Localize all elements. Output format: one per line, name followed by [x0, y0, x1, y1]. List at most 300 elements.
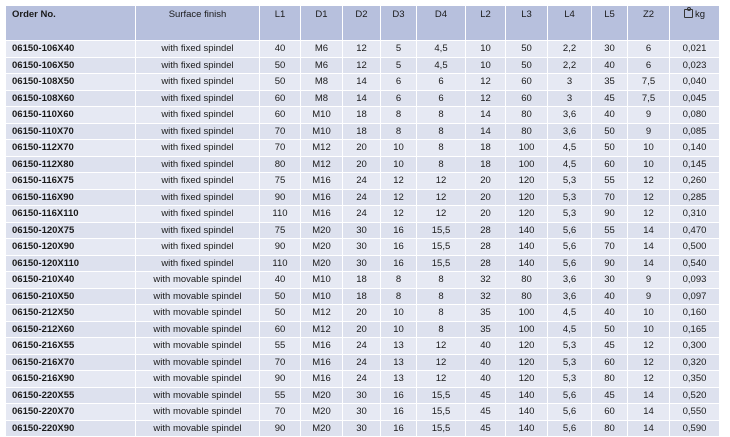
cell-l3: 140 [506, 222, 548, 239]
cell-surface-finish: with fixed spindel [136, 74, 260, 91]
cell-z2: 14 [628, 239, 670, 256]
cell-l3: 100 [506, 305, 548, 322]
cell-weight: 0,310 [670, 206, 720, 223]
cell-l4: 5,3 [548, 338, 592, 355]
cell-d4: 8 [417, 272, 466, 289]
cell-weight: 0,085 [670, 123, 720, 140]
cell-d4: 15,5 [417, 387, 466, 404]
cell-weight: 0,093 [670, 272, 720, 289]
cell-d1: M8 [301, 90, 343, 107]
cell-l4: 3 [548, 74, 592, 91]
cell-d4: 8 [417, 156, 466, 173]
cell-d4: 8 [417, 321, 466, 338]
cell-z2: 6 [628, 41, 670, 58]
cell-l3: 120 [506, 173, 548, 190]
cell-d1: M20 [301, 387, 343, 404]
cell-d2: 30 [343, 387, 381, 404]
cell-l2: 18 [466, 156, 506, 173]
cell-surface-finish: with fixed spindel [136, 140, 260, 157]
cell-order-no: 06150-216X55 [6, 338, 136, 355]
cell-l1: 50 [260, 57, 301, 74]
cell-d3: 10 [381, 156, 417, 173]
cell-l4: 4,5 [548, 156, 592, 173]
cell-l5: 30 [592, 272, 628, 289]
cell-d3: 13 [381, 354, 417, 371]
cell-surface-finish: with fixed spindel [136, 41, 260, 58]
cell-l1: 60 [260, 321, 301, 338]
cell-z2: 12 [628, 338, 670, 355]
table-row [6, 338, 720, 355]
cell-l2: 12 [466, 90, 506, 107]
cell-d4: 12 [417, 354, 466, 371]
cell-l3: 80 [506, 288, 548, 305]
cell-l1: 90 [260, 371, 301, 388]
weight-icon [684, 9, 693, 18]
header-d3: D3 [381, 6, 417, 41]
cell-z2: 10 [628, 156, 670, 173]
cell-l1: 90 [260, 420, 301, 437]
cell-d4: 6 [417, 90, 466, 107]
table-row [6, 173, 720, 190]
cell-l2: 32 [466, 288, 506, 305]
cell-weight: 0,500 [670, 239, 720, 256]
cell-l3: 80 [506, 107, 548, 124]
cell-d2: 30 [343, 404, 381, 421]
cell-d3: 16 [381, 404, 417, 421]
cell-d1: M8 [301, 74, 343, 91]
cell-z2: 12 [628, 206, 670, 223]
cell-l2: 18 [466, 140, 506, 157]
cell-surface-finish: with fixed spindel [136, 255, 260, 272]
cell-l3: 140 [506, 420, 548, 437]
cell-order-no: 06150-106X40 [6, 41, 136, 58]
cell-l2: 14 [466, 107, 506, 124]
cell-l4: 3,6 [548, 272, 592, 289]
cell-d4: 12 [417, 206, 466, 223]
cell-order-no: 06150-216X90 [6, 371, 136, 388]
cell-d3: 10 [381, 305, 417, 322]
cell-weight: 0,045 [670, 90, 720, 107]
cell-surface-finish: with fixed spindel [136, 206, 260, 223]
cell-z2: 9 [628, 123, 670, 140]
cell-d3: 16 [381, 239, 417, 256]
cell-l1: 55 [260, 338, 301, 355]
cell-z2: 10 [628, 140, 670, 157]
cell-d2: 20 [343, 156, 381, 173]
cell-l2: 40 [466, 371, 506, 388]
cell-d4: 8 [417, 140, 466, 157]
header-l2: L2 [466, 6, 506, 41]
cell-d4: 8 [417, 123, 466, 140]
cell-d1: M10 [301, 272, 343, 289]
cell-l3: 50 [506, 57, 548, 74]
table-row [6, 404, 720, 421]
cell-z2: 7,5 [628, 74, 670, 91]
cell-l4: 5,3 [548, 371, 592, 388]
cell-l3: 80 [506, 123, 548, 140]
cell-d1: M16 [301, 206, 343, 223]
cell-l1: 60 [260, 90, 301, 107]
header-l4: L4 [548, 6, 592, 41]
table-row [6, 288, 720, 305]
cell-order-no: 06150-112X80 [6, 156, 136, 173]
cell-l3: 140 [506, 239, 548, 256]
cell-l1: 90 [260, 189, 301, 206]
cell-weight: 0,145 [670, 156, 720, 173]
cell-z2: 7,5 [628, 90, 670, 107]
cell-l5: 80 [592, 371, 628, 388]
cell-order-no: 06150-210X50 [6, 288, 136, 305]
cell-l2: 32 [466, 272, 506, 289]
cell-l2: 45 [466, 404, 506, 421]
header-d2: D2 [343, 6, 381, 41]
product-table [5, 5, 720, 437]
cell-z2: 9 [628, 272, 670, 289]
cell-l4: 3,6 [548, 107, 592, 124]
cell-l1: 70 [260, 123, 301, 140]
cell-l3: 140 [506, 404, 548, 421]
cell-l3: 100 [506, 156, 548, 173]
cell-l1: 40 [260, 41, 301, 58]
cell-l5: 45 [592, 338, 628, 355]
cell-order-no: 06150-220X90 [6, 420, 136, 437]
cell-l2: 35 [466, 321, 506, 338]
cell-surface-finish: with movable spindel [136, 305, 260, 322]
cell-weight: 0,160 [670, 305, 720, 322]
cell-d1: M16 [301, 189, 343, 206]
cell-d3: 16 [381, 222, 417, 239]
table-row [6, 41, 720, 58]
cell-d4: 12 [417, 173, 466, 190]
cell-l1: 55 [260, 387, 301, 404]
header-z2: Z2 [628, 6, 670, 41]
cell-order-no: 06150-212X50 [6, 305, 136, 322]
cell-d2: 30 [343, 222, 381, 239]
cell-surface-finish: with fixed spindel [136, 189, 260, 206]
cell-d1: M10 [301, 107, 343, 124]
cell-d2: 20 [343, 140, 381, 157]
cell-d1: M10 [301, 123, 343, 140]
cell-z2: 12 [628, 354, 670, 371]
table-row [6, 305, 720, 322]
cell-d2: 20 [343, 305, 381, 322]
table-row [6, 387, 720, 404]
cell-l5: 90 [592, 255, 628, 272]
cell-d2: 24 [343, 371, 381, 388]
table-row [6, 321, 720, 338]
cell-d4: 6 [417, 74, 466, 91]
cell-l5: 60 [592, 156, 628, 173]
cell-l5: 45 [592, 387, 628, 404]
cell-d3: 6 [381, 90, 417, 107]
cell-d2: 30 [343, 420, 381, 437]
cell-l5: 40 [592, 57, 628, 74]
cell-d2: 24 [343, 338, 381, 355]
cell-l3: 120 [506, 354, 548, 371]
cell-surface-finish: with movable spindel [136, 371, 260, 388]
header-surface-finish: Surface finish [136, 6, 260, 41]
cell-l3: 120 [506, 338, 548, 355]
cell-l3: 100 [506, 321, 548, 338]
cell-order-no: 06150-220X55 [6, 387, 136, 404]
table-row [6, 189, 720, 206]
cell-l4: 5,6 [548, 420, 592, 437]
cell-weight: 0,320 [670, 354, 720, 371]
cell-l3: 120 [506, 371, 548, 388]
cell-d3: 10 [381, 140, 417, 157]
cell-l1: 50 [260, 305, 301, 322]
cell-weight: 0,285 [670, 189, 720, 206]
table-row [6, 239, 720, 256]
cell-surface-finish: with movable spindel [136, 354, 260, 371]
cell-order-no: 06150-110X70 [6, 123, 136, 140]
cell-l5: 50 [592, 123, 628, 140]
cell-l2: 40 [466, 338, 506, 355]
cell-d2: 24 [343, 173, 381, 190]
cell-l2: 12 [466, 74, 506, 91]
header-d1: D1 [301, 6, 343, 41]
cell-l3: 140 [506, 387, 548, 404]
cell-z2: 10 [628, 321, 670, 338]
cell-d3: 16 [381, 255, 417, 272]
cell-l3: 120 [506, 206, 548, 223]
cell-d3: 13 [381, 338, 417, 355]
cell-surface-finish: with fixed spindel [136, 173, 260, 190]
table-row [6, 74, 720, 91]
cell-d2: 18 [343, 107, 381, 124]
cell-d1: M6 [301, 41, 343, 58]
cell-l5: 70 [592, 189, 628, 206]
cell-surface-finish: with movable spindel [136, 338, 260, 355]
table-row [6, 123, 720, 140]
cell-l3: 80 [506, 272, 548, 289]
cell-d4: 15,5 [417, 255, 466, 272]
cell-l1: 70 [260, 354, 301, 371]
cell-l4: 2,2 [548, 41, 592, 58]
header-row [6, 6, 720, 41]
cell-l1: 40 [260, 272, 301, 289]
table-row [6, 206, 720, 223]
cell-l2: 45 [466, 387, 506, 404]
cell-l4: 4,5 [548, 321, 592, 338]
cell-surface-finish: with movable spindel [136, 288, 260, 305]
header-l1: L1 [260, 6, 301, 41]
table-row [6, 272, 720, 289]
cell-d4: 12 [417, 189, 466, 206]
cell-d2: 30 [343, 239, 381, 256]
cell-weight: 0,040 [670, 74, 720, 91]
cell-d3: 13 [381, 371, 417, 388]
cell-d1: M16 [301, 371, 343, 388]
cell-d4: 15,5 [417, 404, 466, 421]
cell-d1: M20 [301, 222, 343, 239]
cell-l1: 50 [260, 288, 301, 305]
cell-l5: 55 [592, 173, 628, 190]
cell-l1: 70 [260, 404, 301, 421]
cell-order-no: 06150-116X110 [6, 206, 136, 223]
cell-d1: M6 [301, 57, 343, 74]
cell-d1: M20 [301, 255, 343, 272]
cell-weight: 0,080 [670, 107, 720, 124]
cell-weight: 0,140 [670, 140, 720, 157]
cell-l4: 5,6 [548, 255, 592, 272]
cell-order-no: 06150-220X70 [6, 404, 136, 421]
cell-l3: 100 [506, 140, 548, 157]
cell-l5: 90 [592, 206, 628, 223]
cell-d4: 8 [417, 305, 466, 322]
cell-d3: 12 [381, 173, 417, 190]
cell-l5: 60 [592, 404, 628, 421]
cell-l4: 3 [548, 90, 592, 107]
cell-l1: 110 [260, 255, 301, 272]
cell-order-no: 06150-210X40 [6, 272, 136, 289]
cell-l2: 40 [466, 354, 506, 371]
cell-weight: 0,165 [670, 321, 720, 338]
cell-l2: 20 [466, 189, 506, 206]
cell-l5: 60 [592, 354, 628, 371]
table-row [6, 90, 720, 107]
cell-order-no: 06150-108X50 [6, 74, 136, 91]
cell-l4: 5,3 [548, 189, 592, 206]
cell-l1: 70 [260, 140, 301, 157]
cell-d2: 18 [343, 272, 381, 289]
cell-weight: 0,540 [670, 255, 720, 272]
cell-d1: M12 [301, 305, 343, 322]
header-l3: L3 [506, 6, 548, 41]
cell-weight: 0,097 [670, 288, 720, 305]
cell-d4: 15,5 [417, 222, 466, 239]
cell-l1: 80 [260, 156, 301, 173]
cell-weight: 0,590 [670, 420, 720, 437]
cell-l5: 50 [592, 321, 628, 338]
cell-l4: 5,6 [548, 222, 592, 239]
cell-l5: 40 [592, 107, 628, 124]
cell-surface-finish: with movable spindel [136, 387, 260, 404]
cell-d1: M20 [301, 239, 343, 256]
table-row [6, 57, 720, 74]
cell-l2: 28 [466, 222, 506, 239]
header-l5: L5 [592, 6, 628, 41]
cell-l5: 50 [592, 140, 628, 157]
cell-weight: 0,021 [670, 41, 720, 58]
cell-z2: 12 [628, 173, 670, 190]
table-row [6, 222, 720, 239]
cell-order-no: 06150-116X75 [6, 173, 136, 190]
cell-l4: 4,5 [548, 140, 592, 157]
cell-d2: 12 [343, 57, 381, 74]
cell-l4: 4,5 [548, 305, 592, 322]
cell-d3: 12 [381, 189, 417, 206]
cell-d2: 24 [343, 206, 381, 223]
cell-l3: 60 [506, 74, 548, 91]
cell-l4: 5,3 [548, 173, 592, 190]
cell-d3: 10 [381, 321, 417, 338]
cell-d2: 24 [343, 189, 381, 206]
cell-l4: 5,3 [548, 206, 592, 223]
cell-surface-finish: with movable spindel [136, 321, 260, 338]
cell-d3: 5 [381, 41, 417, 58]
cell-l3: 120 [506, 189, 548, 206]
cell-d4: 15,5 [417, 420, 466, 437]
cell-weight: 0,470 [670, 222, 720, 239]
cell-d3: 12 [381, 206, 417, 223]
cell-order-no: 06150-108X60 [6, 90, 136, 107]
cell-z2: 9 [628, 288, 670, 305]
cell-d2: 24 [343, 354, 381, 371]
cell-weight: 0,023 [670, 57, 720, 74]
cell-l2: 20 [466, 206, 506, 223]
cell-z2: 12 [628, 371, 670, 388]
cell-l5: 35 [592, 74, 628, 91]
cell-l4: 2,2 [548, 57, 592, 74]
cell-z2: 14 [628, 222, 670, 239]
cell-l5: 45 [592, 90, 628, 107]
cell-surface-finish: with fixed spindel [136, 222, 260, 239]
cell-weight: 0,550 [670, 404, 720, 421]
cell-d4: 8 [417, 288, 466, 305]
cell-l5: 55 [592, 222, 628, 239]
cell-l2: 28 [466, 255, 506, 272]
cell-d3: 16 [381, 420, 417, 437]
cell-z2: 14 [628, 255, 670, 272]
cell-l4: 3,6 [548, 288, 592, 305]
cell-l2: 10 [466, 57, 506, 74]
cell-d2: 30 [343, 255, 381, 272]
cell-z2: 9 [628, 107, 670, 124]
cell-weight: 0,260 [670, 173, 720, 190]
cell-order-no: 06150-110X60 [6, 107, 136, 124]
cell-order-no: 06150-106X50 [6, 57, 136, 74]
cell-surface-finish: with movable spindel [136, 420, 260, 437]
cell-l3: 60 [506, 90, 548, 107]
cell-z2: 10 [628, 305, 670, 322]
cell-l1: 50 [260, 74, 301, 91]
product-table-container [5, 5, 720, 437]
header-d4: D4 [417, 6, 466, 41]
cell-d1: M10 [301, 288, 343, 305]
cell-d4: 4,5 [417, 41, 466, 58]
cell-l4: 5,6 [548, 404, 592, 421]
cell-l5: 70 [592, 239, 628, 256]
cell-weight: 0,520 [670, 387, 720, 404]
cell-d1: M12 [301, 156, 343, 173]
cell-l1: 75 [260, 222, 301, 239]
cell-d1: M16 [301, 173, 343, 190]
cell-d4: 12 [417, 371, 466, 388]
cell-surface-finish: with fixed spindel [136, 239, 260, 256]
cell-surface-finish: with fixed spindel [136, 156, 260, 173]
cell-order-no: 06150-116X90 [6, 189, 136, 206]
cell-d1: M12 [301, 140, 343, 157]
cell-order-no: 06150-212X60 [6, 321, 136, 338]
cell-l4: 5,6 [548, 387, 592, 404]
cell-order-no: 06150-120X75 [6, 222, 136, 239]
cell-surface-finish: with movable spindel [136, 272, 260, 289]
cell-d3: 8 [381, 272, 417, 289]
cell-l4: 5,3 [548, 354, 592, 371]
cell-d2: 20 [343, 321, 381, 338]
cell-l5: 80 [592, 420, 628, 437]
cell-d2: 18 [343, 123, 381, 140]
cell-d4: 8 [417, 107, 466, 124]
cell-d2: 14 [343, 74, 381, 91]
cell-d3: 16 [381, 387, 417, 404]
cell-l4: 3,6 [548, 123, 592, 140]
header-weight [670, 6, 720, 41]
cell-d2: 18 [343, 288, 381, 305]
cell-l5: 40 [592, 305, 628, 322]
cell-d1: M20 [301, 404, 343, 421]
